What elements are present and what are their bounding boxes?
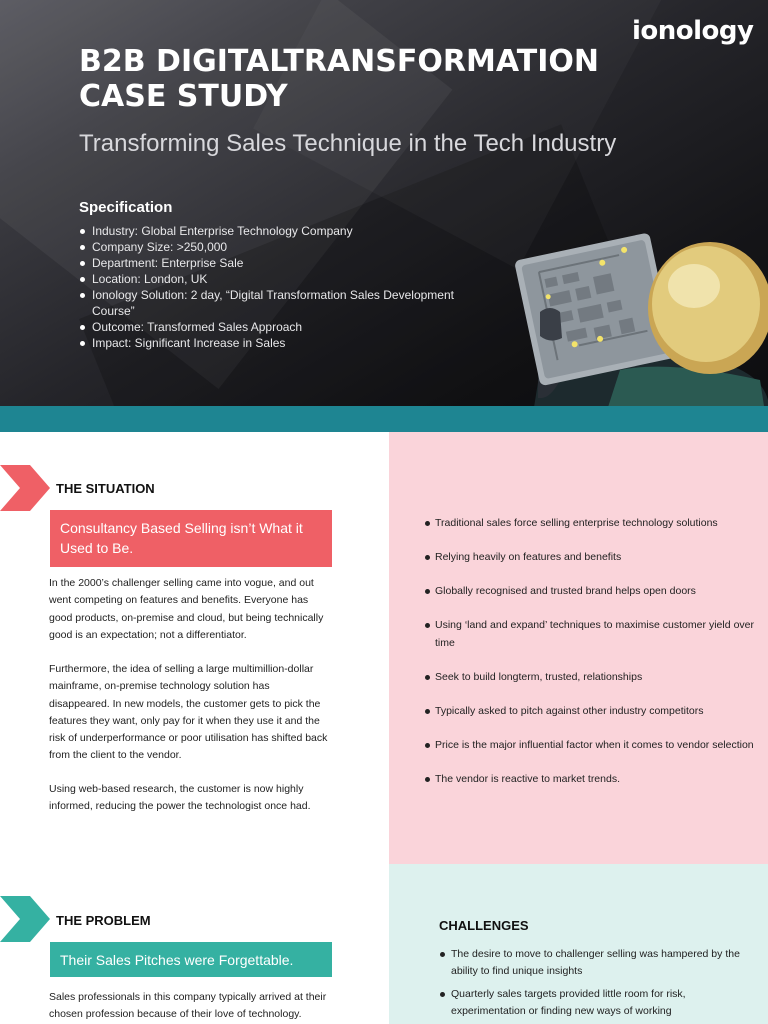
situation-point: Price is the major influential factor when it comes to vendor selection bbox=[424, 737, 754, 754]
situation-heading: THE SITUATION bbox=[56, 481, 155, 496]
problem-paragraph: Sales professionals in this company typically arrived at their chosen profession because of their love of technology. bbox=[49, 991, 327, 1021]
hero-accent-band bbox=[0, 406, 768, 432]
spec-item-impact: Impact: Significant Increase in Sales bbox=[79, 335, 499, 351]
situation-paragraph-2: Furthermore, the idea of selling a large multimillion-dollar mainframe, on-premise technology solution has disappeared. In new models, the customer gets to pick the features they want, only pay for it when they use it and the risk of underperformance or poor utilisation has shifted back from the client to the vendor. bbox=[49, 663, 328, 762]
case-study-subtitle: Transforming Sales Technique in the Tech Industry bbox=[79, 130, 617, 157]
spec-item-company-size: Company Size: >250,000 bbox=[79, 239, 499, 255]
situation-point: Globally recognised and trusted brand helps open doors bbox=[424, 583, 754, 600]
situation-point: Traditional sales force selling enterprise technology solutions bbox=[424, 515, 754, 532]
challenge-item: Quarterly sales targets provided little room for risk, experimentation or finding new ways of working bbox=[439, 986, 749, 1020]
situation-chevron-icon bbox=[0, 465, 50, 511]
spec-item-department: Department: Enterprise Sale bbox=[79, 255, 499, 271]
problem-chevron-icon bbox=[0, 896, 50, 942]
situation-point: Relying heavily on features and benefits bbox=[424, 549, 754, 566]
situation-paragraph-3: Using web-based research, the customer is now highly informed, reducing the power the technologist once had. bbox=[49, 783, 311, 813]
spec-item-location: Location: London, UK bbox=[79, 271, 499, 287]
spec-item-industry: Industry: Global Enterprise Technology Company bbox=[79, 223, 499, 239]
situation-points-list bbox=[424, 515, 754, 805]
situation-callout: Consultancy Based Selling isn’t What it Used to Be. bbox=[50, 510, 332, 567]
spec-item-solution: Ionology Solution: 2 day, “Digital Transformation Sales Development Course” bbox=[79, 287, 499, 319]
situation-paragraph-1: In the 2000’s challenger selling came into vogue, and out went competing on features and benefits. Everyone has good products, on-premise and cloud, but being technically good is an expectation; not a differentiator. bbox=[49, 577, 324, 641]
problem-callout: Their Sales Pitches were Forgettable. bbox=[50, 942, 332, 977]
ionology-logo[interactable]: ionology bbox=[632, 16, 754, 46]
case-study-title: B2B DIGITALTRANSFORMATION CASE STUDY bbox=[79, 44, 599, 114]
situation-point: Using ‘land and expand’ techniques to maximise customer yield over time bbox=[424, 617, 754, 652]
specification-heading: Specification bbox=[79, 199, 173, 216]
hero-banner bbox=[0, 0, 768, 432]
astronaut-with-circuit-board-illustration bbox=[510, 220, 768, 432]
specification-list bbox=[79, 223, 499, 351]
situation-point: The vendor is reactive to market trends. bbox=[424, 771, 754, 788]
challenge-item: The desire to move to challenger selling was hampered by the ability to find unique insights bbox=[439, 946, 749, 980]
challenges-list bbox=[439, 946, 749, 1024]
situation-point: Typically asked to pitch against other industry competitors bbox=[424, 703, 754, 720]
situation-point: Seek to build longterm, trusted, relationships bbox=[424, 669, 754, 686]
challenges-heading: CHALLENGES bbox=[439, 918, 529, 933]
spec-item-outcome: Outcome: Transformed Sales Approach bbox=[79, 319, 499, 335]
problem-heading: THE PROBLEM bbox=[56, 913, 151, 928]
